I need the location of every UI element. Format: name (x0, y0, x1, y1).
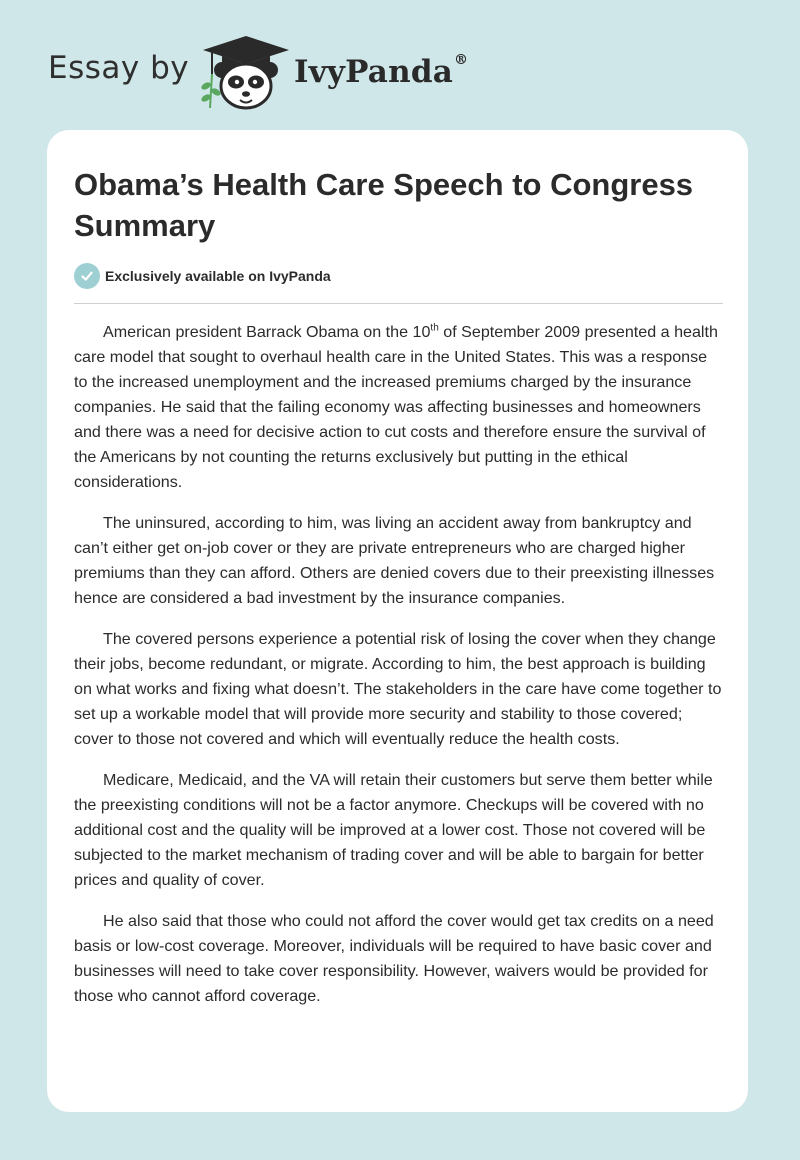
site-header (0, 0, 800, 120)
paragraph: The covered persons experience a potential risk of losing the cover when they change their jobs, become redundant, or migrate. According to him, the best approach is building on what works and fixing what doesn’t. The stakeholders in the care have come together to set up a workable model that will provide more security and stability to those covered; cover to those not covered and which will eventually reduce the health costs. (74, 630, 722, 748)
essay-title: Obama’s Health Care Speech to Congress Summary (74, 167, 694, 243)
paragraph: Medicare, Medicaid, and the VA will retain their customers but serve them better while the preexisting conditions will not be a factor anymore. Checkups will be covered with no additional cost and the quality will be improved at a lower cost. Those not covered will be subjected to the market mechanism of trading cover and will be able to bargain for better prices and quality of cover. (74, 771, 713, 889)
divider (74, 303, 723, 304)
brand-text: IvyPanda (294, 54, 453, 90)
paragraph: He also said that those who could not afford the cover would get tax credits on a need basis or low-cost coverage. Moreover, individuals will be required to have basic cover and businesses will need to take cover responsibility. However, waivers would be provided for those who cannot afford coverage. (74, 912, 714, 1005)
paragraph: The uninsured, according to him, was living an accident away from bankruptcy and can’t either get on-job cover or they are private entrepreneurs who are charged higher premiums than they can afford. Others are denied covers due to their preexisting illnesses hence are considered a bad investment by the insurance companies. (74, 514, 715, 607)
essay-by-label: Essay by (48, 50, 190, 86)
check-icon (74, 263, 100, 289)
essay-body (74, 320, 723, 1025)
registered-mark: ® (454, 52, 469, 68)
brand-name (294, 54, 468, 90)
exclusive-text: Exclusively available on IvyPanda (105, 268, 331, 284)
essay-card (47, 130, 748, 1112)
panda-graduate-icon (198, 34, 294, 110)
paragraph: American president Barrack Obama on the 10th of September 2009 presented a health care model that sought to overhaul health care in the United States. This was a response to the increased unemployment and the increased premiums charged by the insurance companies. He said that the failing economy was affecting businesses and homeowners and there was a need for decisive action to cut costs and therefore ensure the survival of the Americans by not counting the returns exclusively but putting in the ethical considerations. (74, 322, 718, 491)
exclusive-badge (74, 263, 331, 289)
